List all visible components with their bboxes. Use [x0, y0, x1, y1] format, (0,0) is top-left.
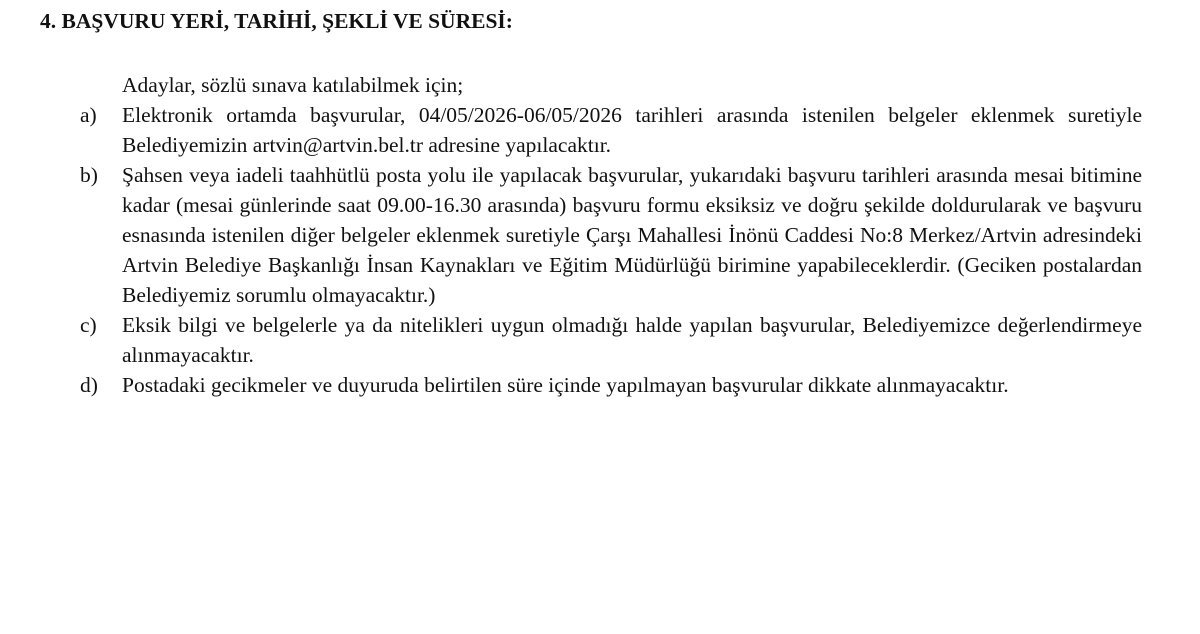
list-item [80, 160, 1142, 310]
list-marker: c) [80, 313, 97, 337]
list-marker: a) [80, 103, 97, 127]
section-heading: 4. BAŞVURU YERİ, TARİHİ, ŞEKLİ VE SÜRESİ: [40, 9, 513, 33]
list-item [80, 310, 1142, 370]
list-marker: b) [80, 163, 98, 187]
list-marker: d) [80, 373, 98, 397]
list-item [80, 370, 1142, 400]
application-rules-list [80, 100, 1142, 400]
list-item-text: Elektronik ortamda başvurular, 04/05/2026-06/05/2026 tarihleri arasında istenilen belgeler eklenmek suretiyle Belediyemizin artvin@artvin.bel.tr adresine yapılacaktır. [122, 103, 1142, 157]
intro-text: Adaylar, sözlü sınava katılabilmek için; [122, 73, 464, 97]
list-item-text: Eksik bilgi ve belgelerle ya da nitelikleri uygun olmadığı halde yapılan başvurular, Belediyemizce değerlendirmeye alınmayacaktır. [122, 313, 1142, 367]
list-item-text: Şahsen veya iadeli taahhütlü posta yolu ile yapılacak başvurular, yukarıdaki başvuru tarihleri arasında mesai bitimine kadar (mesai günlerinde saat 09.00-16.30 arasında) başvuru formu eksiksiz ve doğru şekilde doldurularak ve başvuru esnasında istenilen diğer belgeler eklenmek suretiyle Çarşı Mahallesi İnönü Caddesi No:8 Merkez/Artvin adresindeki Artvin Belediye Başkanlığı İnsan Kaynakları ve Eğitim Müdürlüğü birimine yapabileceklerdir. (Geciken postalardan Belediyemiz sorumlu olmayacaktır.) [122, 163, 1142, 307]
list-item-text: Postadaki gecikmeler ve duyuruda belirtilen süre içinde yapılmayan başvurular dikkate alınmayacaktır. [122, 373, 1009, 397]
list-item [80, 100, 1142, 160]
